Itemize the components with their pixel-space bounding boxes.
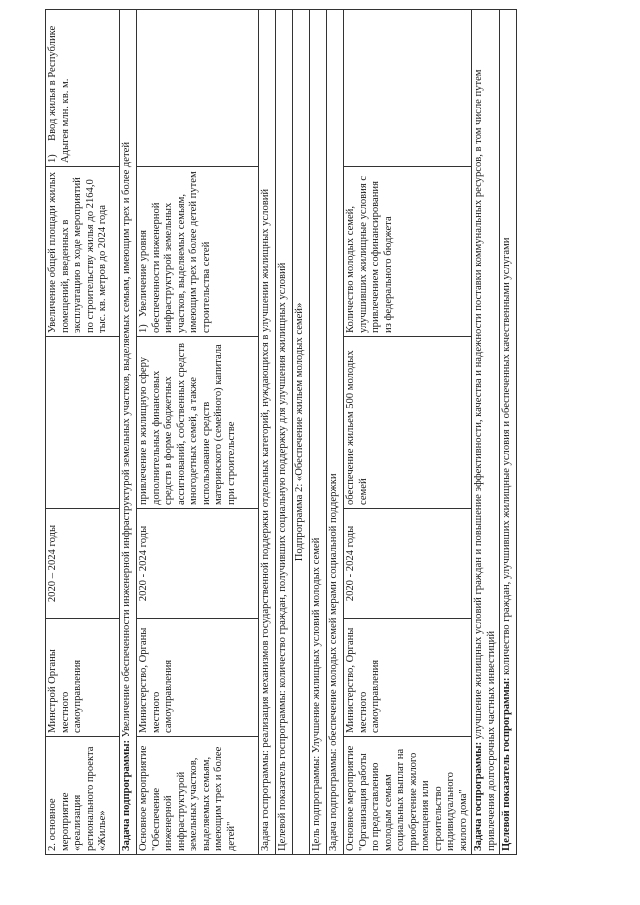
cell-result: Увеличение общей площади жилых помещений, введенных в эксплуатацию в ходе мероприятий по строительству жилья до 2164,0 тыс. кв. метров до 2024 года: [46, 167, 120, 337]
program-task-text: улучшение жилищных условий граждан и повышение эффективности, качества и надежности поставки коммунальных ресурсов, в том числе путем привлечения долгосрочных частных инвестиций: [473, 69, 497, 851]
cell-mechanism: обеспечение жильем 500 молодых семей: [344, 337, 472, 509]
table-row: [276, 10, 293, 855]
cell-measure: Основное мероприятие "Обеспечение инженерной инфраструктурой земельных участков, выделяемых семьям, имеющим трех и более детей": [137, 737, 259, 855]
table-row: [137, 10, 259, 855]
table-row: [500, 10, 517, 855]
indicator-text: Увеличение уровня обеспеченности инженерной инфраструктурой земельных участков, выделяемых семьям, имеющим трех и более детей путем строительства сетей: [138, 171, 212, 333]
table-row: [472, 10, 500, 855]
cell-executor: Министерство, Органы местного самоуправления: [137, 619, 259, 737]
program-task: Задача госпрограммы: реализация механизмов государственной поддержки отдельных категорий, нуждающихся в улучшении жилищных условий: [259, 10, 276, 855]
indicator-number: 1): [138, 324, 149, 333]
cell-indicator: Количество молодых семей, улучшивших жилищные условия с привлечением софинансирования из федерального бюджета: [344, 167, 472, 337]
cell-mechanism: привлечение в жилищную сферу дополнительных финансовых средств в форме бюджетных ассигнований, собственных средств многодетных семей, а также использование средств материнского (семейного) капитала при строительстве: [137, 337, 259, 509]
program-target-indicator: [500, 10, 517, 855]
cell-executor: Министерство, Органы местного самоуправления: [344, 619, 472, 737]
subprogram-goal: Цель подпрограммы: Улучшение жилищных условий молодых семей: [310, 10, 327, 855]
subprogram-task-label: Задача подпрограммы:: [121, 739, 132, 851]
cell-measure: 2. основное мероприятие «реализация регионального проекта «Жилье»: [46, 737, 120, 855]
subprogram-task: [120, 10, 137, 855]
subprogram-title: Подпрограмма 2: «Обеспечение жильем молодых семей»: [293, 10, 310, 855]
table-row: [310, 10, 327, 855]
cell-executor: Минстрой Органы местного самоуправления: [46, 619, 120, 737]
cell-indicator: [137, 10, 259, 167]
program-task-label: Задача госпрограммы:: [473, 741, 484, 851]
cell-measure: Основное мероприятие "Организация работы по предоставлению молодым семьям социальных выплат на приобретение жилого помещения или строительство индивидуального жилого дома": [344, 737, 472, 855]
table-row: [293, 10, 310, 855]
indicator-text: Ввод жилья в Республике Адыгея млн. кв. м.: [47, 25, 71, 163]
program-task: [472, 10, 500, 855]
program-target-indicator: Целевой показатель госпрограммы: количество граждан, получивших социальную поддержку для улучшения жилищных условий: [276, 10, 293, 855]
indicator-number: 1): [47, 154, 58, 163]
table-row: [46, 10, 120, 855]
table-row: [120, 10, 137, 855]
cell-mechanism: [46, 337, 120, 509]
subprogram-task-text: Увеличение обеспеченности инженерной инфраструктурой земельных участков, выделяемых семьям, имеющим трех и более детей: [121, 141, 132, 740]
table-row: [259, 10, 276, 855]
rotated-table-wrapper: [45, 10, 515, 855]
cell-indicator: [46, 10, 120, 167]
cell-result: [137, 167, 259, 337]
program-table: [45, 9, 517, 855]
cell-period: 2020 - 2024 годы: [344, 509, 472, 619]
cell-period: 2020 – 2024 годы: [46, 509, 120, 619]
cell-result: [344, 10, 472, 167]
table-row: [327, 10, 344, 855]
program-target-text: количество граждан, улучшивших жилищные условия и обеспеченных качественными услугами: [501, 237, 512, 678]
cell-period: 2020 - 2024 годы: [137, 509, 259, 619]
subprogram-task: Задача подпрограммы: обеспечение молодых семей мерами социальной поддержки: [327, 10, 344, 855]
program-target-label: Целевой показатель госпрограммы:: [501, 677, 512, 851]
table-row: [344, 10, 472, 855]
